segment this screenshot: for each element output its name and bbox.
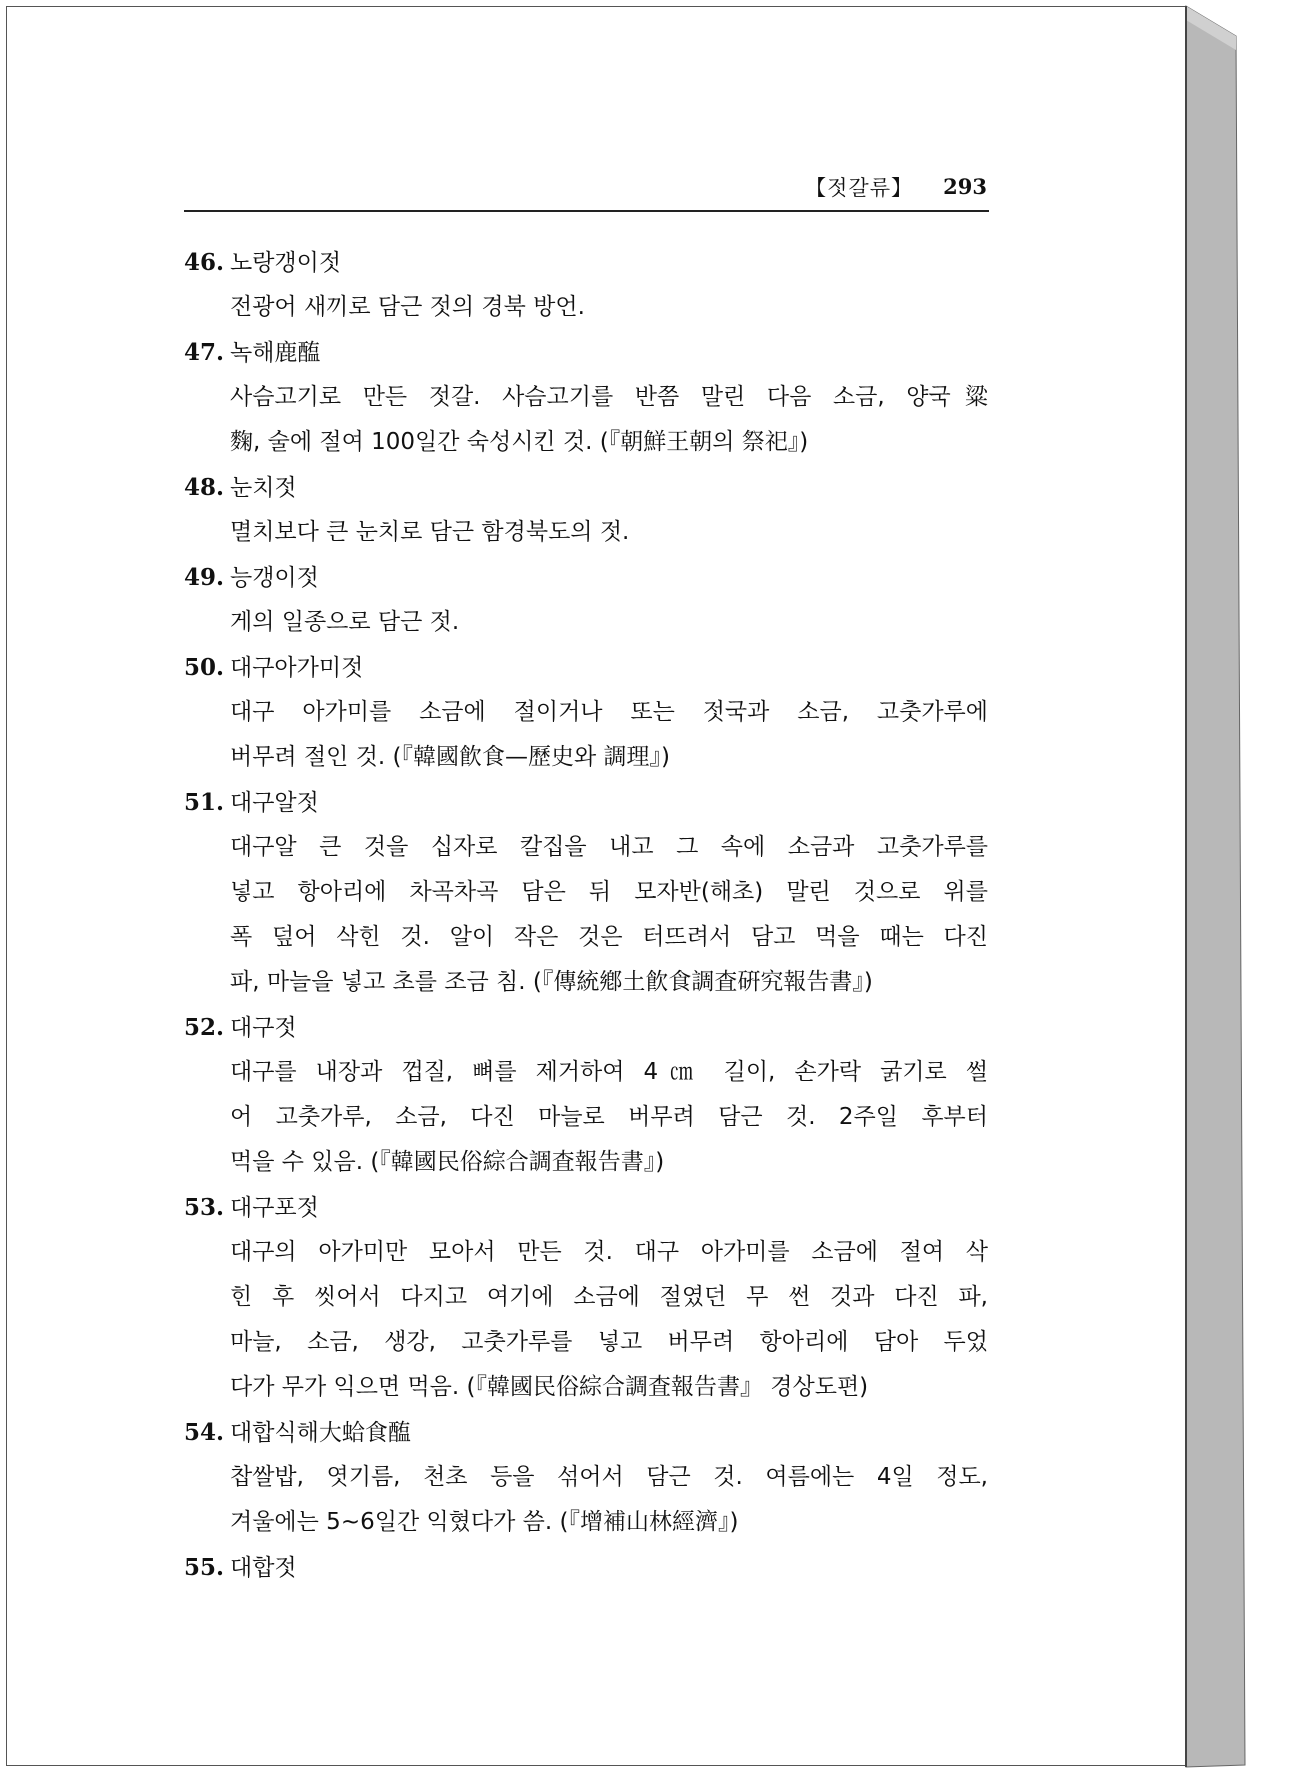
entry-definition-line: 대구의 아가미만 모아서 만든 것. 대구 아가미를 소금에 절여 삭: [230, 1239, 988, 1265]
entry-definition-line: 대구알 큰 것을 십자로 칼집을 내고 그 속에 소금과 고춧가루를: [230, 834, 988, 860]
entry-definition-line: 어 고춧가루, 소금, 다진 마늘로 버무려 담근 것. 2주일 후부터: [230, 1104, 988, 1130]
entry-number: 47.: [184, 339, 225, 366]
entry-term: 녹해鹿醢: [230, 340, 321, 366]
entry-definition-line: 대구를 내장과 껍질, 뼈를 제거하여 4㎝ 길이, 손가락 굵기로 썰: [230, 1059, 988, 1085]
entry-heading: [184, 645, 989, 690]
entry-definition-line: 폭 덮어 삭힌 것. 알이 작은 것은 터뜨려서 담고 먹을 때는 다진: [230, 924, 988, 950]
entry-definition-line: 찹쌀밥, 엿기름, 천초 등을 섞어서 담근 것. 여름에는 4일 정도,: [230, 1464, 988, 1490]
entry-term: 대합식해大蛤食醢: [230, 1420, 411, 1446]
entry-number: 51.: [184, 789, 225, 816]
entry-term: 대구포젓: [230, 1195, 319, 1221]
entry-term: 노랑갱이젓: [230, 250, 342, 276]
entry-definition-line: 麴, 술에 절여 100일간 숙성시킨 것. (『朝鮮王朝의 祭祀』): [230, 429, 809, 455]
entry-number: 49.: [184, 564, 225, 591]
entry-heading: [184, 1005, 989, 1050]
entry-definition-line: 다가 무가 익으면 먹음. (『韓國民俗綜合調査報告書』 경상도편): [230, 1374, 869, 1400]
entry-number: 55.: [184, 1554, 225, 1581]
entry-definition-line: 사슴고기로 만든 젓갈. 사슴고기를 반쯤 말린 다음 소금, 양국粱: [230, 384, 988, 410]
entry-term: 대구아가미젓: [230, 655, 364, 681]
entry-heading: [184, 330, 989, 375]
entry-term: 대합젓: [230, 1555, 297, 1581]
entry-number: 48.: [184, 474, 225, 501]
entry-number: 50.: [184, 654, 225, 681]
entry-definition-line: 게의 일종으로 담근 젓.: [230, 609, 460, 635]
entry-heading: [184, 1545, 989, 1590]
entry-definition-line: 겨울에는 5~6일간 익혔다가 씀. (『增補山林經濟』): [230, 1509, 739, 1535]
section-title: 【젓갈류】: [805, 176, 913, 200]
entry-heading: [184, 465, 989, 510]
entry-term: 대구젓: [230, 1015, 297, 1041]
entry-number: 54.: [184, 1419, 225, 1446]
entry-term: 능갱이젓: [230, 565, 319, 591]
entry-definition-line: 전광어 새끼로 담근 젓의 경북 방언.: [230, 294, 585, 320]
entry-definition-line: 버무려 절인 것. (『韓國飮食—歷史와 調理』): [230, 744, 671, 770]
entry-definition-line: 멸치보다 큰 눈치로 담근 함경북도의 젓.: [230, 519, 630, 545]
entry-list: [184, 240, 989, 1590]
entry-number: 46.: [184, 249, 225, 276]
entry-definition-line: 힌 후 씻어서 다지고 여기에 소금에 절였던 무 썬 것과 다진 파,: [230, 1284, 988, 1310]
entry-heading: [184, 780, 989, 825]
entry-term: 눈치젓: [230, 475, 297, 501]
entry-number: 53.: [184, 1194, 225, 1221]
entry-heading: [184, 1410, 989, 1455]
entry-definition-line: 먹을 수 있음. (『韓國民俗綜合調査報告書』): [230, 1149, 665, 1175]
running-head: [184, 172, 989, 212]
entry-definition-line: 마늘, 소금, 생강, 고춧가루를 넣고 버무려 항아리에 담아 두었: [230, 1329, 988, 1355]
entry-definition-line: 파, 마늘을 넣고 초를 조금 침. (『傳統鄕土飮食調査硏究報告書』): [230, 969, 873, 995]
page-number: 293: [943, 174, 987, 199]
entry-term: 대구알젓: [230, 790, 319, 816]
entry-heading: [184, 555, 989, 600]
entry-heading: [184, 1185, 989, 1230]
entry-number: 52.: [184, 1014, 225, 1041]
entry-definition-line: 대구 아가미를 소금에 절이거나 또는 젓국과 소금, 고춧가루에: [230, 699, 988, 725]
entry-definition-line: 넣고 항아리에 차곡차곡 담은 뒤 모자반(해초) 말린 것으로 위를: [230, 879, 988, 905]
entry-heading: [184, 240, 989, 285]
